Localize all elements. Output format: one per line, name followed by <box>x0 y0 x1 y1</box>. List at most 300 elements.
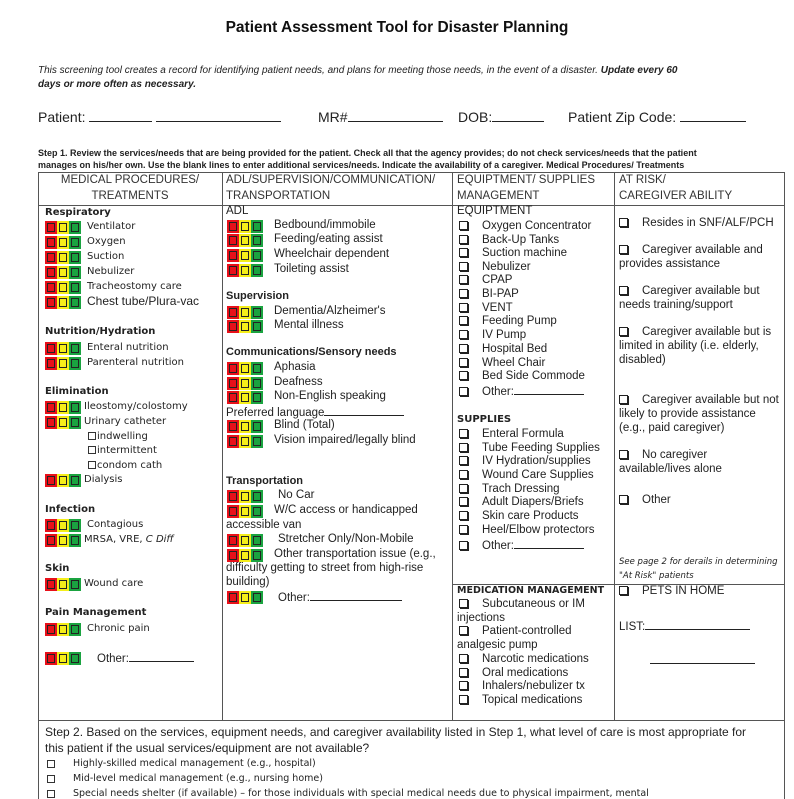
severity-checkboxes[interactable] <box>227 391 263 404</box>
yellow-checkbox[interactable] <box>239 377 251 390</box>
green-checkbox[interactable] <box>251 377 263 390</box>
green-checkbox[interactable] <box>251 234 263 247</box>
other-field[interactable] <box>97 650 194 667</box>
blank-line[interactable] <box>310 589 402 601</box>
supply-item[interactable] <box>459 454 591 469</box>
blank-line[interactable] <box>129 650 194 662</box>
yellow-checkbox[interactable] <box>239 362 251 375</box>
severity-checkboxes[interactable] <box>45 251 81 264</box>
intro-line2: days or more often as necessary. <box>38 79 197 90</box>
item-dialysis-label: Dialysis <box>84 474 123 485</box>
green-checkbox[interactable] <box>69 519 81 532</box>
severity-checkboxes[interactable] <box>45 236 81 249</box>
green-checkbox[interactable] <box>251 534 263 547</box>
green-checkbox[interactable] <box>69 251 81 264</box>
checkbox[interactable] <box>47 760 55 768</box>
divider <box>38 720 785 721</box>
checkbox[interactable] <box>459 511 468 520</box>
equipment-item-label: VENT <box>482 302 513 314</box>
blank-line[interactable] <box>324 404 404 416</box>
section-equipment <box>457 204 532 219</box>
section-respiratory: Respiratory <box>45 207 111 218</box>
red-checkbox[interactable] <box>227 306 239 319</box>
item-vision-label: Vision impaired/legally blind <box>274 434 416 446</box>
yellow-checkbox[interactable] <box>239 320 251 333</box>
yellow-checkbox[interactable] <box>57 519 69 532</box>
medication-item[interactable] <box>459 597 585 612</box>
yellow-checkbox[interactable] <box>57 221 69 234</box>
checkbox[interactable] <box>88 446 96 454</box>
yellow-checkbox[interactable] <box>57 296 69 309</box>
severity-checkboxes[interactable] <box>45 416 81 429</box>
equipment-item[interactable] <box>459 219 591 234</box>
equipment-item[interactable] <box>459 246 567 261</box>
severity-checkboxes[interactable] <box>227 362 263 375</box>
patient-label: Patient: <box>38 109 86 125</box>
section-skin <box>45 561 69 576</box>
green-checkbox[interactable] <box>251 220 263 233</box>
item-other-transport-cont <box>226 561 423 576</box>
care-level-option[interactable] <box>47 786 649 799</box>
item-other-transport-cont <box>226 575 269 590</box>
section-elimination <box>45 384 109 399</box>
red-checkbox[interactable] <box>45 623 57 636</box>
section-communications <box>226 345 397 360</box>
green-checkbox[interactable] <box>69 578 81 591</box>
red-checkbox[interactable] <box>45 416 57 429</box>
severity-checkboxes[interactable] <box>45 474 81 487</box>
section-adl-label: ADL <box>226 205 249 217</box>
zip-field[interactable] <box>568 110 746 125</box>
severity-checkboxes[interactable] <box>227 420 263 433</box>
caregiver-option[interactable] <box>619 393 779 408</box>
pets-list-field[interactable] <box>619 618 750 635</box>
caregiver-option-label: Resides in SNF/ALF/PCH <box>642 217 774 229</box>
yellow-checkbox[interactable] <box>239 220 251 233</box>
pets-list-line[interactable] <box>650 652 755 664</box>
yellow-checkbox[interactable] <box>239 591 251 604</box>
medication-item[interactable] <box>459 679 585 694</box>
yellow-checkbox[interactable] <box>57 251 69 264</box>
severity-checkboxes[interactable] <box>227 234 263 247</box>
checkbox[interactable] <box>459 221 468 230</box>
at-risk-note <box>619 569 694 584</box>
equipment-item[interactable] <box>459 328 526 343</box>
caregiver-option[interactable] <box>619 216 774 231</box>
yellow-checkbox[interactable] <box>57 266 69 279</box>
section-equipment-label: EQUIPTMENT <box>457 205 533 217</box>
yellow-checkbox[interactable] <box>57 342 69 355</box>
item-supervision-label: Mental illness <box>274 319 344 331</box>
checkbox[interactable] <box>459 497 468 506</box>
item-communication-label: Non-English speaking <box>274 390 386 402</box>
caregiver-option-cont-label: disabled) <box>619 354 666 366</box>
mr-field[interactable] <box>318 110 443 125</box>
red-checkbox[interactable] <box>45 519 57 532</box>
red-checkbox[interactable] <box>227 362 239 375</box>
section-infection-label: Infection <box>45 504 96 515</box>
red-checkbox[interactable] <box>227 391 239 404</box>
divider <box>784 172 785 799</box>
yellow-checkbox[interactable] <box>57 623 69 636</box>
red-checkbox[interactable] <box>227 420 239 433</box>
caregiver-option[interactable] <box>619 448 707 463</box>
checkbox[interactable] <box>47 775 55 783</box>
green-checkbox[interactable] <box>69 266 81 279</box>
green-checkbox[interactable] <box>251 591 263 604</box>
yellow-checkbox[interactable] <box>57 401 69 414</box>
section-nutrition-label: Nutrition/Hydration <box>45 326 156 337</box>
checkbox[interactable] <box>459 371 468 380</box>
green-checkbox[interactable] <box>251 320 263 333</box>
yellow-checkbox[interactable] <box>57 578 69 591</box>
yellow-checkbox[interactable] <box>57 416 69 429</box>
equipment-item-label: Hospital Bed <box>482 343 548 355</box>
checkbox[interactable] <box>459 344 468 353</box>
checkbox[interactable] <box>619 495 628 504</box>
supply-item-label: Wound Care Supplies <box>482 469 594 481</box>
red-checkbox[interactable] <box>227 234 239 247</box>
severity-checkboxes[interactable] <box>45 357 81 370</box>
medication-item[interactable] <box>459 693 582 708</box>
red-checkbox[interactable] <box>227 534 239 547</box>
care-level-option-label: Special needs shelter (if available) – for those individuals with special medical needs due to physical impairment, mental <box>73 788 649 799</box>
yellow-checkbox[interactable] <box>239 505 251 518</box>
checkbox[interactable] <box>459 275 468 284</box>
step2-text: this patient if the usual services/equipment are not available? <box>45 741 370 755</box>
catheter-type-2[interactable] <box>88 458 162 473</box>
green-checkbox[interactable] <box>251 435 263 448</box>
supply-item[interactable] <box>459 468 594 483</box>
medication-item[interactable] <box>459 624 572 639</box>
other-field[interactable] <box>278 589 402 606</box>
severity-checkboxes[interactable] <box>45 342 81 355</box>
item-communication-label: Deafness <box>274 376 323 388</box>
section-pain-label: Pain Management <box>45 607 147 618</box>
severity-checkboxes[interactable] <box>227 505 263 518</box>
checkbox[interactable] <box>459 387 468 396</box>
severity-checkboxes[interactable] <box>45 401 81 414</box>
yellow-checkbox[interactable] <box>239 534 251 547</box>
red-checkbox[interactable] <box>227 320 239 333</box>
red-checkbox[interactable] <box>227 249 239 262</box>
green-checkbox[interactable] <box>69 652 81 665</box>
caregiver-option-cont-label: needs training/support <box>619 299 733 311</box>
item-adl-label: Wheelchair dependent <box>274 248 390 260</box>
severity-checkboxes[interactable] <box>227 377 263 390</box>
item-mrsa <box>84 532 174 547</box>
severity-checkboxes[interactable] <box>45 578 81 591</box>
severity-checkboxes[interactable] <box>227 249 263 262</box>
equipment-item[interactable] <box>459 383 584 400</box>
header-col1: MEDICAL PROCEDURES/ <box>60 174 200 186</box>
supply-item[interactable] <box>459 495 584 510</box>
green-checkbox[interactable] <box>251 306 263 319</box>
yellow-checkbox[interactable] <box>239 420 251 433</box>
header-col3: EQUIPTMENT/ SUPPLIES <box>457 174 596 186</box>
red-checkbox[interactable] <box>45 534 57 547</box>
green-checkbox[interactable] <box>251 505 263 518</box>
item-vision <box>274 433 416 448</box>
item-vision-label: Blind (Total) <box>274 419 335 431</box>
item-respiratory-label: Nebulizer <box>87 266 135 277</box>
checkbox[interactable] <box>459 235 468 244</box>
red-checkbox[interactable] <box>45 221 57 234</box>
supply-item[interactable] <box>459 537 584 554</box>
item-other-transport-cont-label: building) <box>226 576 270 588</box>
caregiver-option-label: Other <box>642 494 671 506</box>
green-checkbox[interactable] <box>69 534 81 547</box>
green-checkbox[interactable] <box>69 236 81 249</box>
catheter-type-1[interactable] <box>88 443 157 458</box>
intro-bold: Update every 60 <box>600 65 678 76</box>
checkbox[interactable] <box>459 316 468 325</box>
yellow-checkbox[interactable] <box>239 249 251 262</box>
yellow-checkbox[interactable] <box>239 435 251 448</box>
care-level-option-label: Mid-level medical management (e.g., nursing home) <box>73 773 323 784</box>
green-checkbox[interactable] <box>69 357 81 370</box>
red-checkbox[interactable] <box>227 505 239 518</box>
green-checkbox[interactable] <box>251 362 263 375</box>
section-skin-label: Skin <box>45 563 70 574</box>
catheter-type-1-label: intermittent <box>97 445 157 456</box>
green-checkbox[interactable] <box>69 416 81 429</box>
red-checkbox[interactable] <box>227 220 239 233</box>
medication-item <box>457 638 538 653</box>
equipment-item-label: Bed Side Commode <box>482 370 585 382</box>
item-chronic-pain-label: Chronic pain <box>87 623 150 634</box>
medication-item[interactable] <box>459 652 589 667</box>
item-respiratory <box>87 264 134 279</box>
blank-line[interactable] <box>514 383 584 395</box>
care-level-option[interactable] <box>47 756 316 771</box>
green-checkbox[interactable] <box>251 490 263 503</box>
patient-field[interactable] <box>38 110 281 125</box>
equipment-item[interactable] <box>459 342 547 357</box>
yellow-checkbox[interactable] <box>57 236 69 249</box>
yellow-checkbox[interactable] <box>57 474 69 487</box>
red-checkbox[interactable] <box>45 652 57 665</box>
green-checkbox[interactable] <box>69 401 81 414</box>
catheter-type-0[interactable] <box>88 429 148 444</box>
caregiver-option-cont <box>619 421 724 436</box>
yellow-checkbox[interactable] <box>239 490 251 503</box>
equipment-item-label: Other: <box>482 386 514 398</box>
yellow-checkbox[interactable] <box>57 281 69 294</box>
green-checkbox[interactable] <box>69 474 81 487</box>
checkbox[interactable] <box>88 461 96 469</box>
red-checkbox[interactable] <box>45 251 57 264</box>
checkbox[interactable] <box>619 286 628 295</box>
equipment-item[interactable] <box>459 369 585 384</box>
severity-checkboxes[interactable] <box>45 281 81 294</box>
checkbox[interactable] <box>459 289 468 298</box>
checkbox[interactable] <box>459 429 468 438</box>
item-wc-access-label: W/C access or handicapped <box>274 504 418 516</box>
item-supervision <box>274 304 386 319</box>
checkbox[interactable] <box>459 626 468 635</box>
green-checkbox[interactable] <box>69 281 81 294</box>
yellow-checkbox[interactable] <box>57 534 69 547</box>
checkbox[interactable] <box>619 395 628 404</box>
item-wc-access <box>274 503 418 518</box>
supply-item[interactable] <box>459 509 579 524</box>
red-checkbox[interactable] <box>45 236 57 249</box>
checkbox[interactable] <box>619 327 628 336</box>
green-checkbox[interactable] <box>69 296 81 309</box>
yellow-checkbox[interactable] <box>57 357 69 370</box>
red-checkbox[interactable] <box>45 281 57 294</box>
item-respiratory-label: Chest tube/Plura-vac <box>87 294 200 308</box>
severity-checkboxes[interactable] <box>45 266 81 279</box>
checkbox[interactable] <box>459 248 468 257</box>
severity-checkboxes[interactable] <box>227 220 263 233</box>
checkbox[interactable] <box>619 450 628 459</box>
equipment-item-label: BI-PAP <box>482 288 519 300</box>
severity-checkboxes[interactable] <box>45 519 81 532</box>
checkbox[interactable] <box>459 654 468 663</box>
checkbox[interactable] <box>459 443 468 452</box>
severity-checkboxes[interactable] <box>227 435 263 448</box>
severity-checkboxes[interactable] <box>45 623 81 636</box>
section-transportation <box>226 474 303 489</box>
yellow-checkbox[interactable] <box>239 391 251 404</box>
supply-item-label: Tube Feeding Supplies <box>482 442 600 454</box>
blank-line[interactable] <box>514 537 584 549</box>
checkbox[interactable] <box>459 358 468 367</box>
checkbox[interactable] <box>459 303 468 312</box>
item-respiratory <box>87 279 182 294</box>
item-wound-care-label: Wound care <box>84 578 144 589</box>
red-checkbox[interactable] <box>45 296 57 309</box>
item-respiratory-label: Ventilator <box>87 221 136 232</box>
severity-checkboxes[interactable] <box>227 320 263 333</box>
supply-item[interactable] <box>459 523 595 538</box>
item-stretcher-label: Stretcher Only/Non-Mobile <box>278 533 414 545</box>
checkbox[interactable] <box>88 432 96 440</box>
green-checkbox[interactable] <box>251 391 263 404</box>
supply-item-label: Other: <box>482 540 514 552</box>
header-col2: ADL/SUPERVISION/COMMUNICATION/ <box>226 174 436 186</box>
red-checkbox[interactable] <box>45 342 57 355</box>
checkbox[interactable] <box>619 586 628 595</box>
severity-checkboxes[interactable] <box>227 591 263 604</box>
red-checkbox[interactable] <box>227 435 239 448</box>
red-checkbox[interactable] <box>227 264 239 277</box>
severity-checkboxes[interactable] <box>227 534 263 547</box>
caregiver-option[interactable] <box>619 284 760 299</box>
caregiver-option[interactable] <box>619 243 763 258</box>
severity-checkboxes[interactable] <box>227 306 263 319</box>
yellow-checkbox[interactable] <box>239 234 251 247</box>
green-checkbox[interactable] <box>69 623 81 636</box>
caregiver-option[interactable] <box>619 493 671 508</box>
green-checkbox[interactable] <box>251 420 263 433</box>
caregiver-option[interactable] <box>619 325 771 340</box>
pets-in-home-checkbox[interactable] <box>619 584 724 599</box>
checkbox[interactable] <box>459 484 468 493</box>
medication-item-label: injections <box>457 612 505 624</box>
divider <box>614 172 615 720</box>
yellow-checkbox[interactable] <box>239 264 251 277</box>
equipment-item-label: Wheel Chair <box>482 357 546 369</box>
checkbox[interactable] <box>459 668 468 677</box>
item-dialysis <box>84 472 123 487</box>
medication-item-label: Patient-controlled <box>482 625 572 637</box>
severity-checkboxes[interactable] <box>45 296 81 309</box>
caregiver-option-cont-label: limited in ability (i.e. elderly, <box>619 340 759 352</box>
item-elimination <box>84 414 166 429</box>
red-checkbox[interactable] <box>227 591 239 604</box>
care-level-option-label: Highly-skilled medical management (e.g., hospital) <box>73 758 316 769</box>
caregiver-option-cont <box>619 462 722 477</box>
checkbox[interactable] <box>459 695 468 704</box>
item-nutrition-label: Parenteral nutrition <box>87 357 185 368</box>
severity-checkboxes[interactable] <box>45 652 81 665</box>
zip-label: Patient Zip Code: <box>568 109 677 125</box>
section-pain <box>45 605 146 620</box>
supply-item[interactable] <box>459 427 564 442</box>
dob-field[interactable] <box>458 110 544 125</box>
severity-checkboxes[interactable] <box>227 490 263 503</box>
checkbox[interactable] <box>459 330 468 339</box>
checkbox[interactable] <box>459 262 468 271</box>
checkbox[interactable] <box>459 456 468 465</box>
red-checkbox[interactable] <box>45 474 57 487</box>
mr-label: MR# <box>318 109 348 125</box>
red-checkbox[interactable] <box>45 401 57 414</box>
section-communications-label: Communications/Sensory needs <box>226 346 397 358</box>
checkbox[interactable] <box>619 245 628 254</box>
divider <box>38 205 785 206</box>
checkbox[interactable] <box>47 790 55 798</box>
checkbox[interactable] <box>459 541 468 550</box>
red-checkbox[interactable] <box>45 266 57 279</box>
severity-checkboxes[interactable] <box>45 534 81 547</box>
red-checkbox[interactable] <box>227 377 239 390</box>
green-checkbox[interactable] <box>69 342 81 355</box>
medication-item-label: Oral medications <box>482 667 569 679</box>
checkbox[interactable] <box>459 681 468 690</box>
equipment-item[interactable] <box>459 314 557 329</box>
item-supervision-label: Dementia/Alzheimer's <box>274 305 386 317</box>
yellow-checkbox[interactable] <box>57 652 69 665</box>
red-checkbox[interactable] <box>45 357 57 370</box>
item-adl <box>274 232 383 247</box>
yellow-checkbox[interactable] <box>239 306 251 319</box>
equipment-item[interactable] <box>459 273 512 288</box>
checkbox[interactable] <box>459 470 468 479</box>
item-elimination <box>84 399 188 414</box>
red-checkbox[interactable] <box>227 490 239 503</box>
severity-checkboxes[interactable] <box>45 221 81 234</box>
item-no-car <box>278 488 314 503</box>
green-checkbox[interactable] <box>69 221 81 234</box>
checkbox[interactable] <box>619 218 628 227</box>
caregiver-option-label: No caregiver <box>642 449 708 461</box>
blank-line[interactable] <box>645 618 750 630</box>
header-col2: TRANSPORTATION <box>226 190 331 202</box>
care-level-option[interactable] <box>47 771 323 786</box>
item-adl <box>274 218 376 233</box>
severity-checkboxes[interactable] <box>227 264 263 277</box>
checkbox[interactable] <box>459 525 468 534</box>
checkbox[interactable] <box>459 599 468 608</box>
green-checkbox[interactable] <box>251 264 263 277</box>
red-checkbox[interactable] <box>45 578 57 591</box>
equipment-item[interactable] <box>459 287 519 302</box>
green-checkbox[interactable] <box>251 249 263 262</box>
